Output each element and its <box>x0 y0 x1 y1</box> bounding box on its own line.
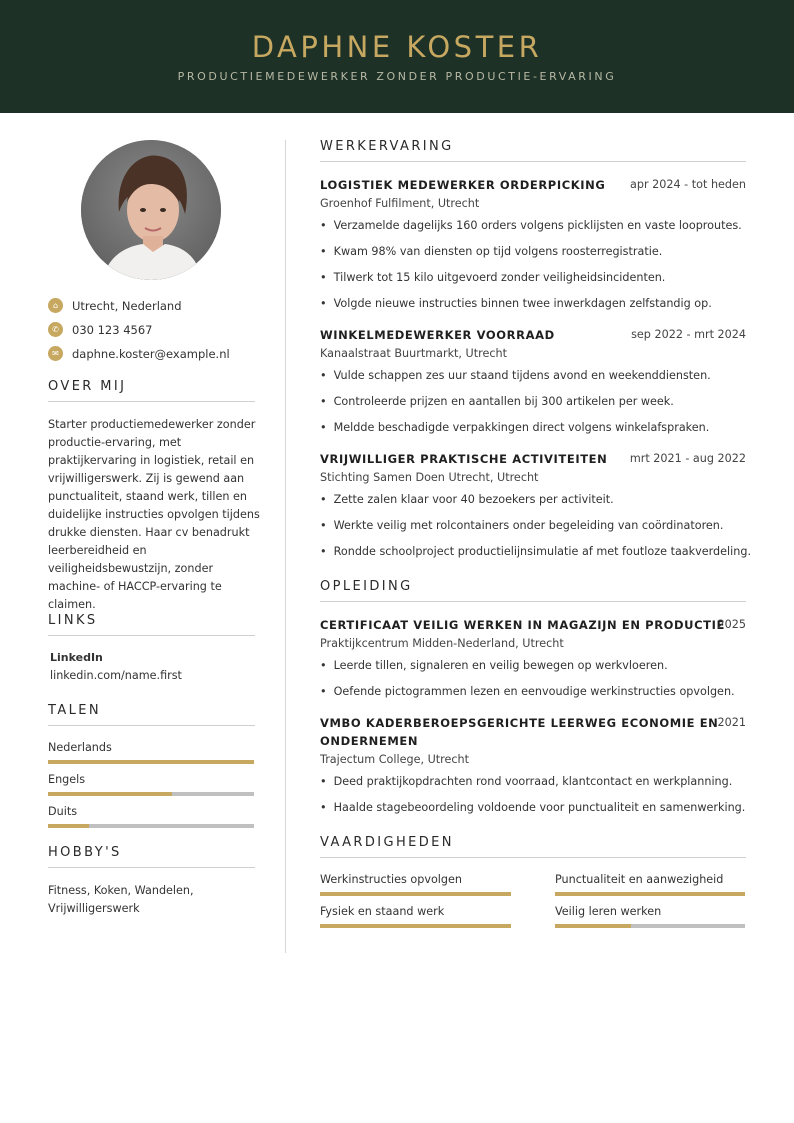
email-icon: ✉ <box>48 346 63 361</box>
education-date: 2025 <box>717 618 746 631</box>
location-pin-icon: ⌂ <box>48 298 63 313</box>
education-school: Praktijkcentrum Midden-Nederland, Utrecht <box>320 637 564 650</box>
education-bullet: • Oefende pictogrammen lezen en eenvoudige werkinstructies opvolgen. <box>320 685 735 698</box>
about-rule <box>48 401 255 402</box>
skill-name: Punctualiteit en aanwezigheid <box>555 873 724 886</box>
job-title: LOGISTIEK MEDEWERKER ORDERPICKING <box>320 178 606 192</box>
language-name: Nederlands <box>48 741 112 754</box>
linkedin-label: LinkedIn <box>50 651 103 664</box>
job-bullet: • Werkte veilig met rolcontainers onder begeleiding van coördinatoren. <box>320 519 723 532</box>
skill-name: Werkinstructies opvolgen <box>320 873 462 886</box>
language-level-fill <box>48 760 254 764</box>
skill-level-fill <box>555 924 631 928</box>
job-bullet: • Zette zalen klaar voor 40 bezoekers per activiteit. <box>320 493 614 506</box>
contact-location <box>48 298 182 313</box>
skill-level-fill <box>320 892 511 896</box>
hobbies-title: HOBBY'S <box>48 845 122 860</box>
skill-level-bar <box>555 924 745 928</box>
email-text[interactable]: daphne.koster@example.nl <box>72 346 230 361</box>
job-subtitle: PRODUCTIEMEDEWERKER ZONDER PRODUCTIE-ERVARING <box>177 70 617 83</box>
hobbies-text: Fitness, Koken, Wandelen, Vrijwilligerswerk <box>48 884 194 915</box>
job-bullet: • Kwam 98% van diensten op tijd volgens roosterregistratie. <box>320 245 662 258</box>
languages-rule <box>48 725 255 726</box>
job-title: WINKELMEDEWERKER VOORRAAD <box>320 328 555 342</box>
job-employer: Stichting Samen Doen Utrecht, Utrecht <box>320 471 539 484</box>
education-school: Trajectum College, Utrecht <box>320 753 470 766</box>
language-level-fill <box>48 824 89 828</box>
language-level-fill <box>48 792 172 796</box>
education-title-item-cont: ONDERNEMEN <box>320 734 419 748</box>
job-employer: Kanaalstraat Buurtmarkt, Utrecht <box>320 347 507 360</box>
phone-icon: ✆ <box>48 322 63 337</box>
links-title: LINKS <box>48 613 98 628</box>
experience-rule <box>320 161 746 162</box>
skill-name: Veilig leren werken <box>555 905 662 918</box>
job-bullet: • Vulde schappen zes uur staand tijdens avond en weekenddiensten. <box>320 369 711 382</box>
education-bullet: • Haalde stagebeoordeling voldoende voor punctualiteit en samenwerking. <box>320 801 745 814</box>
education-title: OPLEIDING <box>320 579 413 594</box>
skills-title: VAARDIGHEDEN <box>320 835 454 850</box>
language-level-bar <box>48 824 254 828</box>
skill-level-bar <box>320 924 511 928</box>
hobbies-rule <box>48 867 255 868</box>
education-title-item: VMBO KADERBEROEPSGERICHTE LEERWEG ECONOMIE EN <box>320 716 719 730</box>
contact-email[interactable] <box>48 346 230 361</box>
job-bullet: • Rondde schoolproject productielijnsimulatie af met foutloze taakverdeling. <box>320 545 751 558</box>
about-title: OVER MIJ <box>48 379 127 394</box>
candidate-name: DAPHNE KOSTER <box>251 30 543 64</box>
job-title: VRIJWILLIGER PRAKTISCHE ACTIVITEITEN <box>320 452 608 466</box>
contact-phone <box>48 322 152 337</box>
skill-name: Fysiek en staand werk <box>320 905 445 918</box>
education-title-item: CERTIFICAAT VEILIG WERKEN IN MAGAZIJN EN PRODUCTIE <box>320 618 725 632</box>
experience-title: WERKERVARING <box>320 139 454 154</box>
skill-level-bar <box>320 892 511 896</box>
language-level-bar <box>48 760 254 764</box>
linkedin-link[interactable]: linkedin.com/name.first <box>50 669 182 682</box>
header-banner <box>0 0 794 113</box>
skill-level-fill <box>320 924 511 928</box>
skills-rule <box>320 857 746 858</box>
education-date: 2021 <box>717 716 746 729</box>
job-employer: Groenhof Fulfilment, Utrecht <box>320 197 480 210</box>
job-bullet: • Tilwerk tot 15 kilo uitgevoerd zonder veiligheidsincidenten. <box>320 271 665 284</box>
education-bullet: • Leerde tillen, signaleren en veilig bewegen op werkvloeren. <box>320 659 668 672</box>
language-name: Engels <box>48 773 86 786</box>
language-name: Duits <box>48 805 78 818</box>
education-rule <box>320 601 746 602</box>
skill-level-bar <box>555 892 745 896</box>
location-text: Utrecht, Nederland <box>72 298 182 313</box>
phone-text: 030 123 4567 <box>72 322 153 337</box>
education-bullet: • Deed praktijkopdrachten rond voorraad, klantcontact en werkplanning. <box>320 775 732 788</box>
job-bullet: • Controleerde prijzen en aantallen bij 300 artikelen per week. <box>320 395 674 408</box>
job-bullet: • Meldde beschadigde verpakkingen direct volgens winkelafspraken. <box>320 421 709 434</box>
languages-title: TALEN <box>48 703 102 718</box>
job-date: apr 2024 - tot heden <box>630 178 746 191</box>
job-bullet: • Volgde nieuwe instructies binnen twee inwerkdagen zelfstandig op. <box>320 297 712 310</box>
language-level-bar <box>48 792 254 796</box>
skill-level-fill <box>555 892 745 896</box>
profile-photo <box>81 140 221 280</box>
job-bullet: • Verzamelde dagelijks 160 orders volgens picklijsten en vaste looproutes. <box>320 219 742 232</box>
about-text: Starter productiemedewerker zonder productie-ervaring, met praktijkervaring in logistiek, retail en vrijwilligerswerk. Zij is gewend aan punctualiteit, staand werk, tillen en duidelijke instructies opvolgen tijdens drukke diensten. Haar cv benadrukt leerbereidheid en veiligheidsbewustzijn, zonder machine- of HACCP-ervaring te claimen. <box>48 418 260 611</box>
job-date: sep 2022 - mrt 2024 <box>631 328 746 341</box>
job-date: mrt 2021 - aug 2022 <box>629 452 746 465</box>
column-divider <box>285 140 286 953</box>
links-rule <box>48 635 255 636</box>
